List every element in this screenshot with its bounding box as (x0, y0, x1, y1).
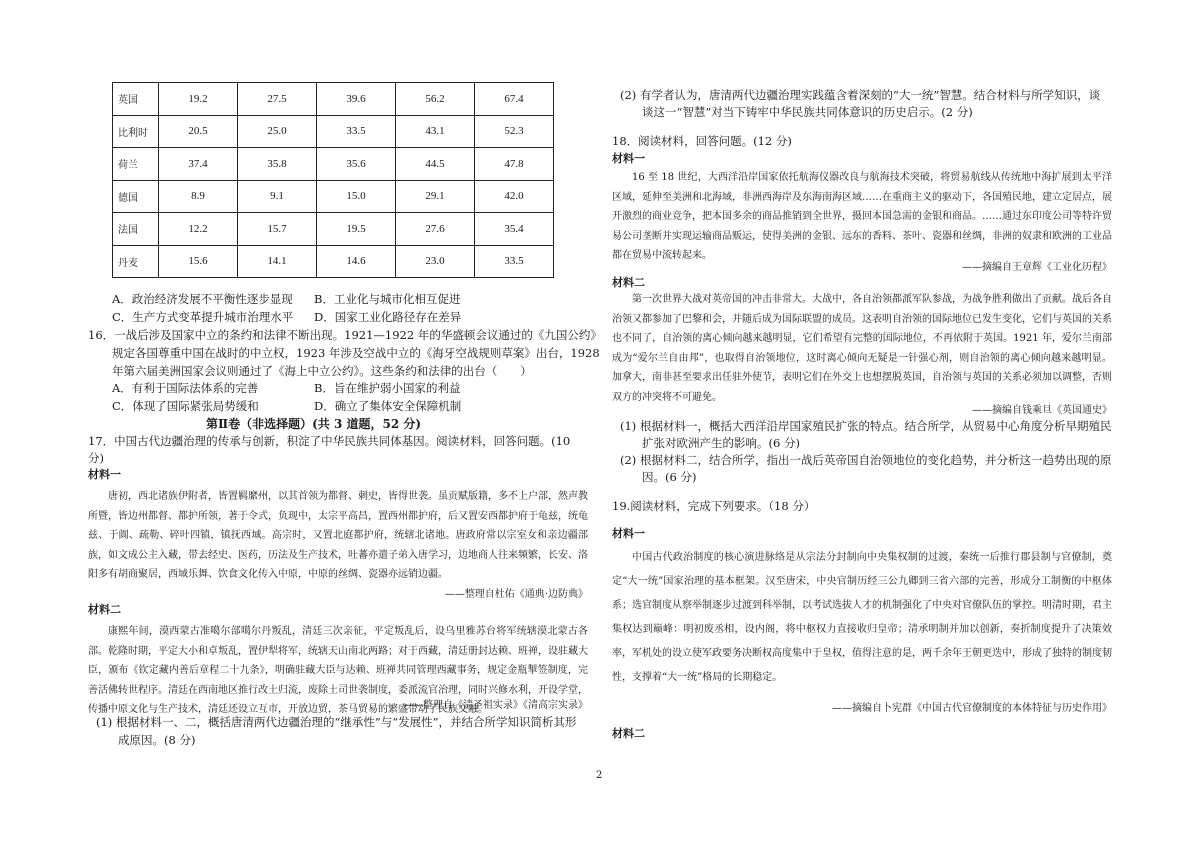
table-value-cell: 35.4 (475, 213, 554, 246)
q17-stem-line1: 17．中国古代边疆治理的传承与创新，积淀了中华民族共同体基因。阅读材料，回答问题。(10 (88, 434, 571, 448)
table-value-cell: 37.4 (159, 148, 238, 181)
table-value-cell: 15.7 (238, 213, 317, 246)
q17-material-1-source: ——整理自杜佑《通典·边防典》 (444, 589, 588, 600)
q18-material-1-label: 材料一 (612, 152, 645, 165)
q19-material-1-label: 材料一 (612, 527, 645, 540)
table-value-cell: 47.8 (475, 148, 554, 181)
q17-sub2-line1: (2) 有学者认为，唐清两代边疆治理实践蕴含着深刻的“大一统”智慧。结合材料与所学知识，谈 (620, 88, 1101, 102)
table-value-cell: 27.5 (238, 83, 317, 116)
table-value-cell: 29.1 (396, 180, 475, 213)
table-value-cell: 15.6 (159, 245, 238, 278)
q17-material-1-label: 材料一 (88, 468, 121, 481)
q15-option-d: D．国家工业化路径存在差异 (314, 310, 462, 324)
q17-material-1-text: 唐初，西北诸族伊附者，皆置羁縻州，以其首领为都督、刺史，皆得世袭。虽贡赋版籍，多不上户部，然声教所暨，皆边州都督、都护所领，著于令式，负现中，太宗平高昌，置西州都护府，后又置安西都护府于龟兹，统龟兹、于阗、疏勒、碎叶四镇，镇抚西域。高宗时，又置北庭都护府，统辖北诸地。唐政府常以宗室女和亲边疆部族，如文成公主入藏，带去经史、医药，历法及生产技术，吐蕃亦遣子弟入唐学习，边地商人往来频繁，长安、洛阳多有胡商聚居，西域乐舞、饮食文化传入中原，中原的丝绸、瓷器亦远销边疆。 (88, 491, 588, 580)
table-row (113, 148, 554, 181)
table-value-cell: 14.1 (238, 245, 317, 278)
q17-material-2-label: 材料二 (88, 603, 121, 616)
q19-material-2-label: 材料二 (612, 727, 645, 740)
table-value-cell: 52.3 (475, 115, 554, 148)
table-value-cell: 39.6 (317, 83, 396, 116)
q17-sub1-line1: (1) 根据材料一、二，概括唐清两代边疆治理的“继承性”与“发展性”，并结合所学知识简析其形 (96, 715, 577, 729)
q18-material-2-label: 材料二 (612, 276, 645, 289)
section-2-title: 第Ⅱ卷（非选择题）(共 3 道题，52 分) (206, 417, 422, 431)
q18-title: 18．阅读材料，回答问题。(12 分) (612, 134, 792, 148)
table-value-cell: 23.0 (396, 245, 475, 278)
table-value-cell: 8.9 (159, 180, 238, 213)
q16-option-c: C．体现了国际紧张局势缓和 (112, 399, 259, 413)
table-value-cell: 44.5 (396, 148, 475, 181)
q16-option-b: B．旨在维护弱小国家的利益 (314, 381, 461, 395)
q16-option-a: A．有利于国际法体系的完善 (112, 381, 259, 395)
q19-title: 19.阅读材料，完成下列要求。（18 分） (612, 499, 816, 513)
q18-material-1-source: ——摘编自王章辉《工业化历程》 (962, 262, 1112, 273)
table-row (113, 115, 554, 148)
q18-sub1-line1: (1) 根据材料一，概括大西洋沿岸国家殖民扩张的特点。结合所学，从贸易中心角度分析早期殖民 (620, 419, 1112, 433)
table-row (113, 180, 554, 213)
q17-stem-line2: 分) (88, 451, 104, 465)
table-country-cell: 德国 (113, 180, 159, 213)
table-row (113, 213, 554, 246)
table-value-cell: 9.1 (238, 180, 317, 213)
table-country-cell: 英国 (113, 83, 159, 116)
table-value-cell: 15.0 (317, 180, 396, 213)
q15-option-b: B．工业化与城市化相互促进 (314, 292, 461, 306)
q16-stem-line2: 规定各国尊重中国在战时的中立权，1923 年涉及空战中立的《海牙空战规则草案》出台，1928 (112, 346, 600, 360)
table-row (113, 83, 554, 116)
q18-material-1-text: 16 至 18 世纪，大西洋沿岸国家依托航海仪器改良与航海技术突破，将贸易航线从传统地中海扩展到太平洋区域，延伸至美洲和北海域，非洲西海岸及东海南海区域……在重商主义的驱动下，各国殖民地，建立定居点，展开激烈的商业竞争，把本国多余的商品推销到全世界，摄回本国急需的金银和商品。……通过东印度公司等特许贸易公司垄断并实现运输商品贩运，使得美洲的金银、远东的香料、茶叶、瓷器和丝绸，非洲的奴隶和欧洲的工业品都在贸易中流转起来。 (612, 172, 1112, 261)
q17-sub1-line2: 成原因。(8 分) (118, 733, 196, 747)
table-value-cell: 56.2 (396, 83, 475, 116)
table-value-cell: 67.4 (475, 83, 554, 116)
q19-material-1-source: ——摘编自卜宪群《中国古代官僚制度的本体特征与历史作用》 (832, 703, 1112, 714)
q16-stem-line3: 年第六届美洲国家会议则通过了《海上中立公约》。这些条约和法律的出台（ ） (112, 364, 532, 378)
q18-material-2-text: 第一次世界大战对英帝国的冲击非常大。大战中，各自治领都派军队参战，为战争胜利做出了贡献。战后各自治领又都参加了巴黎和会，并随后成为国际联盟的成员。这表明自治领的国际地位已发生变化，它们与英国的关系也不同了，自治领的离心倾向越来越明显，它们希望有完整的国际地位，不再依附于英国。1921 年，爱尔兰南部成为“爱尔兰自由邦”，也取得自治领地位，这时离心倾向无疑是一针强心剂，则自治领的离心倾向越来越明显。加拿大，南非甚至要求出任驻外使节，表明它们在外交上也想摆脱英国，自治领与英国的关系必须加以调整，否则双方的冲突将不可避免。 (612, 294, 1112, 403)
table-row (113, 245, 554, 278)
q18-sub1-line2: 扩张对欧洲产生的影响。(6 分) (642, 436, 800, 450)
table-value-cell: 20.5 (159, 115, 238, 148)
table-value-cell: 33.5 (475, 245, 554, 278)
table-value-cell: 12.2 (159, 213, 238, 246)
table-country-cell: 法国 (113, 213, 159, 246)
table-value-cell: 19.2 (159, 83, 238, 116)
q18-sub2-line1: (2) 根据材料二，结合所学，指出一战后英帝国自治领地位的变化趋势，并分析这一趋势出现的原 (620, 453, 1112, 467)
data-table (112, 82, 554, 278)
table-value-cell: 35.8 (238, 148, 317, 181)
q17-material-2-source: ——整理自《清圣祖实录》《清高宗实录》 (403, 700, 588, 711)
page-number: 2 (596, 770, 603, 781)
q15-option-a: A．政治经济发展不平衡性逐步显现 (112, 292, 293, 306)
q16-option-d: D．确立了集体安全保障机制 (314, 399, 462, 413)
table-value-cell: 19.5 (317, 213, 396, 246)
table-country-cell: 比利时 (113, 115, 159, 148)
q16-stem-line1: 16．一战后涉及国家中立的条约和法律不断出现。1921—1922 年的华盛顿会议通过的《九国公约》 (88, 328, 602, 342)
table-country-cell: 丹麦 (113, 245, 159, 278)
table-value-cell: 14.6 (317, 245, 396, 278)
q19-material-1-text: 中国古代政治制度的核心演进脉络是从宗法分封制向中央集权制的过渡，秦统一后推行郡县制与官僚制，奠定“大一统”国家治理的基本框架。汉至唐宋，中央官制历经三公九卿到三省六部的完善，形成分工制衡的中枢体系；选官制度从察举制逐步过渡到科举制，以考试选拔人才的机制强化了中央对官僚队伍的掌控。明清时期，君主集权达到巅峰：明初废丞相，设内阁，将中枢权力直接收归皇帝；清承明制并加以创新，奏折制度提升了决策效率，军机处的设立使军政要务决断权高度集中于皇权，值得注意的是，两千余年王朝更迭中，形成了独特的制度韧性，支撑着“大一统”格局的长期稳定。 (612, 552, 1112, 683)
table-value-cell: 35.6 (317, 148, 396, 181)
q17-material-2-text: 康熙年间，漠西蒙古准噶尔部噶尔丹叛乱，清廷三次亲征，平定叛乱后，设乌里雅苏台将军统辖漠北蒙古各部。乾隆时期，平定大小和卓叛乱，置伊犁将军，统辖天山南北两路；对于西藏，清廷册封达赖、班禅，设驻藏大臣，颁布《钦定藏内善后章程二十九条》，明确驻藏大臣与达赖、班禅共同管理西藏事务，规定金瓶掣签制度，完善活佛转世程序。清廷在西南地区推行改土归流，废除土司世袭制度，委派流官治理，同时兴修水利，开设学堂，传播中原文化与生产技术，清廷还设立互市，开放边贸，茶马贸易的繁盛带动了民族交融。 (88, 626, 588, 715)
table-value-cell: 43.1 (396, 115, 475, 148)
table-value-cell: 42.0 (475, 180, 554, 213)
table-value-cell: 27.6 (396, 213, 475, 246)
table-value-cell: 33.5 (317, 115, 396, 148)
q17-sub2-line2: 谈这一“智慧”对当下铸牢中华民族共同体意识的历史启示。(2 分) (642, 105, 973, 119)
table-value-cell: 25.0 (238, 115, 317, 148)
q15-option-c: C．生产方式变革提升城市治理水平 (112, 310, 294, 324)
table-country-cell: 荷兰 (113, 148, 159, 181)
q18-material-2-source: ——摘编自钱乘旦《英国通史》 (972, 405, 1112, 416)
q18-sub2-line2: 因。(6 分) (642, 470, 697, 484)
